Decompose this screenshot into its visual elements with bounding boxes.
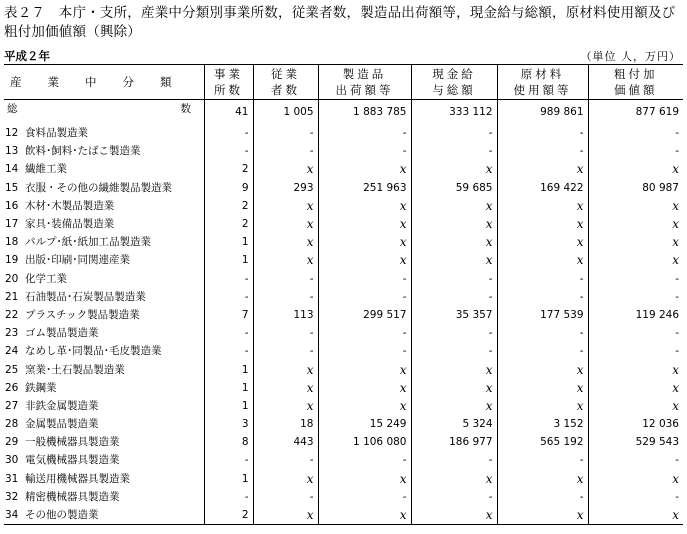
- column-header: 現金給 与総額: [411, 65, 497, 100]
- table-row: [4, 379, 683, 397]
- industry-name: 石油製品･石炭製品製造業: [25, 290, 146, 303]
- table-row: [4, 270, 683, 288]
- value-cell: x: [411, 233, 497, 251]
- value-cell: -: [318, 124, 411, 142]
- table-title: 表２７ 本庁・支所，産業中分類別事業所数，従業者数，製造品出荷額等，現金給与総額，原材料使用額及び粗付加価値額（興除）: [4, 5, 676, 40]
- total-cell: 333 112: [411, 100, 497, 125]
- table-row: [4, 233, 683, 251]
- value-cell: x: [411, 360, 497, 378]
- industry-name: 一般機械器具製造業: [25, 436, 120, 449]
- industry-name: 非鉄金属製造業: [25, 399, 99, 412]
- industry-label: [4, 342, 204, 360]
- value-cell: -: [588, 342, 683, 360]
- value-cell: x: [318, 215, 411, 233]
- value-cell: -: [497, 488, 588, 506]
- industry-code: 14: [5, 163, 19, 176]
- value-cell: x: [497, 160, 588, 178]
- table-row: [4, 342, 683, 360]
- industry-code: 15: [5, 181, 19, 194]
- value-cell: -: [253, 124, 318, 142]
- industry-label: [4, 433, 204, 451]
- industry-name: 食料品製造業: [25, 127, 88, 140]
- industry-name: 木材･木製品製造業: [25, 199, 115, 212]
- value-cell: 12 036: [588, 415, 683, 433]
- value-cell: -: [497, 451, 588, 469]
- industry-code: 31: [5, 472, 19, 485]
- value-cell: -: [253, 488, 318, 506]
- industry-label: [4, 142, 204, 160]
- value-cell: -: [204, 324, 253, 342]
- value-cell: 3 152: [497, 415, 588, 433]
- total-cell: 877 619: [588, 100, 683, 125]
- value-cell: -: [497, 270, 588, 288]
- value-cell: -: [411, 124, 497, 142]
- value-cell: -: [411, 451, 497, 469]
- value-cell: -: [204, 142, 253, 160]
- value-cell: -: [588, 270, 683, 288]
- table-row: [4, 433, 683, 451]
- industry-label: [4, 379, 204, 397]
- value-cell: -: [253, 288, 318, 306]
- value-cell: x: [253, 197, 318, 215]
- value-cell: 443: [253, 433, 318, 451]
- value-cell: 5 324: [411, 415, 497, 433]
- value-cell: x: [497, 360, 588, 378]
- table-row: [4, 470, 683, 488]
- industry-code: 27: [5, 399, 19, 412]
- industry-name: 出版･印刷･同関連産業: [25, 254, 130, 267]
- industry-code: 23: [5, 327, 19, 340]
- value-cell: -: [588, 324, 683, 342]
- value-cell: x: [253, 215, 318, 233]
- industry-name: 鉄鋼業: [25, 381, 57, 394]
- industry-label: [4, 197, 204, 215]
- value-cell: x: [497, 397, 588, 415]
- value-cell: x: [588, 215, 683, 233]
- value-cell: -: [497, 142, 588, 160]
- value-cell: -: [318, 324, 411, 342]
- value-cell: -: [318, 342, 411, 360]
- column-header: 事業 所数: [204, 65, 253, 100]
- industry-code: 22: [5, 308, 19, 321]
- total-cell: 1 883 785: [318, 100, 411, 125]
- industry-label: [4, 124, 204, 142]
- value-cell: 1: [204, 233, 253, 251]
- column-header: 原材料 使用額等: [497, 65, 588, 100]
- industry-code: 32: [5, 490, 19, 503]
- industry-name: 金属製品製造業: [25, 418, 99, 431]
- value-cell: x: [411, 379, 497, 397]
- value-cell: x: [253, 360, 318, 378]
- value-cell: -: [588, 142, 683, 160]
- value-cell: -: [253, 270, 318, 288]
- value-cell: x: [497, 233, 588, 251]
- value-cell: x: [253, 379, 318, 397]
- value-cell: x: [497, 197, 588, 215]
- value-cell: -: [253, 451, 318, 469]
- value-cell: -: [497, 288, 588, 306]
- value-cell: x: [253, 233, 318, 251]
- value-cell: -: [411, 324, 497, 342]
- value-cell: x: [318, 470, 411, 488]
- table-header: [4, 65, 683, 100]
- industry-label: [4, 506, 204, 525]
- table-row: [4, 451, 683, 469]
- value-cell: x: [411, 470, 497, 488]
- value-cell: x: [588, 360, 683, 378]
- value-cell: x: [253, 506, 318, 525]
- value-cell: -: [204, 270, 253, 288]
- industry-code: 24: [5, 345, 19, 358]
- industry-name: なめし革･同製品･毛皮製造業: [25, 345, 162, 358]
- table-row: [4, 488, 683, 506]
- value-cell: x: [318, 233, 411, 251]
- table-row: [4, 288, 683, 306]
- total-cell: 41: [204, 100, 253, 125]
- industry-code: 16: [5, 199, 19, 212]
- unit-label: （単位 人，万円）: [580, 50, 681, 63]
- industry-label: [4, 215, 204, 233]
- value-cell: x: [497, 506, 588, 525]
- industry-name: 家具･装備品製造業: [25, 218, 115, 231]
- value-cell: 565 192: [497, 433, 588, 451]
- value-cell: -: [204, 124, 253, 142]
- value-cell: -: [497, 342, 588, 360]
- total-cell: 1 005: [253, 100, 318, 125]
- industry-code: 13: [5, 145, 19, 158]
- value-cell: x: [318, 360, 411, 378]
- value-cell: -: [411, 288, 497, 306]
- header-row: [4, 65, 683, 100]
- value-cell: -: [318, 451, 411, 469]
- value-cell: x: [588, 197, 683, 215]
- value-cell: x: [318, 506, 411, 525]
- column-header: [4, 65, 204, 100]
- industry-code: 26: [5, 381, 19, 394]
- value-cell: 2: [204, 506, 253, 525]
- value-cell: 529 543: [588, 433, 683, 451]
- value-cell: -: [318, 270, 411, 288]
- value-cell: 3: [204, 415, 253, 433]
- table-row: [4, 197, 683, 215]
- industry-name: プラスチック製品製造業: [25, 308, 140, 321]
- table-row: [4, 360, 683, 378]
- table-row: [4, 215, 683, 233]
- value-cell: x: [497, 470, 588, 488]
- value-cell: x: [411, 397, 497, 415]
- industry-code: 34: [5, 509, 19, 522]
- year-label: 平成２年: [4, 49, 50, 63]
- industry-code: 29: [5, 436, 19, 449]
- value-cell: x: [588, 160, 683, 178]
- industry-label: [4, 470, 204, 488]
- value-cell: 1: [204, 470, 253, 488]
- value-cell: x: [253, 397, 318, 415]
- industry-label: [4, 270, 204, 288]
- value-cell: 9: [204, 179, 253, 197]
- value-cell: 186 977: [411, 433, 497, 451]
- industry-name: 衣服・その他の繊維製品製造業: [25, 181, 172, 194]
- table-row: [4, 179, 683, 197]
- value-cell: -: [497, 324, 588, 342]
- value-cell: -: [204, 488, 253, 506]
- table-row: [4, 397, 683, 415]
- industry-label: [4, 324, 204, 342]
- value-cell: 7: [204, 306, 253, 324]
- value-cell: 299 517: [318, 306, 411, 324]
- value-cell: 2: [204, 160, 253, 178]
- value-cell: -: [411, 270, 497, 288]
- total-cell: 989 861: [497, 100, 588, 125]
- table-row: [4, 506, 683, 525]
- column-header: 製造品 出荷額等: [318, 65, 411, 100]
- industry-code: 25: [5, 363, 19, 376]
- industry-label: [4, 451, 204, 469]
- value-cell: -: [588, 488, 683, 506]
- value-cell: -: [253, 342, 318, 360]
- table-row: [4, 142, 683, 160]
- value-cell: -: [497, 124, 588, 142]
- value-cell: 35 357: [411, 306, 497, 324]
- value-cell: x: [497, 251, 588, 269]
- value-cell: x: [588, 397, 683, 415]
- column-header-text: 産業中分類: [10, 75, 198, 89]
- industry-label: [4, 288, 204, 306]
- table-row: [4, 324, 683, 342]
- value-cell: -: [588, 124, 683, 142]
- value-cell: -: [318, 288, 411, 306]
- total-row: [4, 100, 683, 125]
- value-cell: -: [253, 324, 318, 342]
- value-cell: x: [588, 470, 683, 488]
- table-body: [4, 100, 683, 525]
- value-cell: 15 249: [318, 415, 411, 433]
- industry-label: [4, 397, 204, 415]
- industry-code: 18: [5, 236, 19, 249]
- industry-label: [4, 306, 204, 324]
- value-cell: -: [588, 288, 683, 306]
- value-cell: 169 422: [497, 179, 588, 197]
- value-cell: -: [204, 288, 253, 306]
- value-cell: x: [411, 197, 497, 215]
- industry-name: 飲料･飼料･たばこ製造業: [25, 145, 141, 158]
- value-cell: 2: [204, 197, 253, 215]
- value-cell: x: [411, 251, 497, 269]
- value-cell: x: [588, 251, 683, 269]
- value-cell: x: [318, 251, 411, 269]
- table-row: [4, 415, 683, 433]
- industry-name: 電気機械器具製造業: [25, 454, 120, 467]
- value-cell: 1: [204, 379, 253, 397]
- column-header: 粗付加 価値額: [588, 65, 683, 100]
- industry-label: [4, 160, 204, 178]
- industry-name: パルプ･紙･紙加工品製造業: [25, 236, 151, 249]
- industry-name: 繊維工業: [25, 163, 67, 176]
- industry-code: 30: [5, 454, 19, 467]
- column-header: 従業 者数: [253, 65, 318, 100]
- industry-name: ゴム製品製造業: [25, 327, 99, 340]
- value-cell: -: [411, 142, 497, 160]
- value-cell: x: [318, 379, 411, 397]
- industry-name: 化学工業: [25, 272, 67, 285]
- value-cell: -: [588, 451, 683, 469]
- statistics-table: [4, 64, 683, 525]
- value-cell: 119 246: [588, 306, 683, 324]
- value-cell: 251 963: [318, 179, 411, 197]
- value-cell: x: [411, 160, 497, 178]
- value-cell: 1: [204, 251, 253, 269]
- industry-name: その他の製造業: [25, 509, 99, 522]
- value-cell: 80 987: [588, 179, 683, 197]
- industry-name: 精密機械器具製造業: [25, 490, 120, 503]
- value-cell: x: [318, 397, 411, 415]
- value-cell: 177 539: [497, 306, 588, 324]
- value-cell: -: [318, 488, 411, 506]
- value-cell: 1 106 080: [318, 433, 411, 451]
- industry-label: [4, 179, 204, 197]
- value-cell: -: [204, 342, 253, 360]
- industry-code: 12: [5, 127, 19, 140]
- value-cell: 2: [204, 215, 253, 233]
- value-cell: x: [497, 215, 588, 233]
- value-cell: 293: [253, 179, 318, 197]
- value-cell: x: [588, 379, 683, 397]
- table-row: [4, 160, 683, 178]
- value-cell: -: [318, 142, 411, 160]
- value-cell: 8: [204, 433, 253, 451]
- industry-code: 20: [5, 272, 19, 285]
- total-label: 総 数: [7, 103, 191, 115]
- industry-code: 28: [5, 418, 19, 431]
- value-cell: x: [253, 470, 318, 488]
- industry-code: 21: [5, 290, 19, 303]
- value-cell: x: [411, 215, 497, 233]
- industry-label: [4, 360, 204, 378]
- value-cell: 1: [204, 360, 253, 378]
- value-cell: -: [204, 451, 253, 469]
- value-cell: 18: [253, 415, 318, 433]
- value-cell: x: [318, 160, 411, 178]
- value-cell: -: [253, 142, 318, 160]
- table-row: [4, 251, 683, 269]
- industry-label: [4, 251, 204, 269]
- industry-label: [4, 488, 204, 506]
- value-cell: x: [318, 197, 411, 215]
- industry-name: 窯業･土石製品製造業: [25, 363, 125, 376]
- table-row: [4, 306, 683, 324]
- value-cell: x: [411, 506, 497, 525]
- industry-label: [4, 233, 204, 251]
- value-cell: x: [588, 506, 683, 525]
- value-cell: -: [411, 488, 497, 506]
- industry-label: [4, 415, 204, 433]
- industry-code: 19: [5, 254, 19, 267]
- value-cell: 113: [253, 306, 318, 324]
- value-cell: x: [588, 233, 683, 251]
- value-cell: x: [253, 160, 318, 178]
- value-cell: x: [497, 379, 588, 397]
- value-cell: -: [411, 342, 497, 360]
- table-row: [4, 124, 683, 142]
- industry-code: 17: [5, 218, 19, 231]
- value-cell: 59 685: [411, 179, 497, 197]
- value-cell: x: [253, 251, 318, 269]
- industry-name: 輸送用機械器具製造業: [25, 472, 130, 485]
- value-cell: 1: [204, 397, 253, 415]
